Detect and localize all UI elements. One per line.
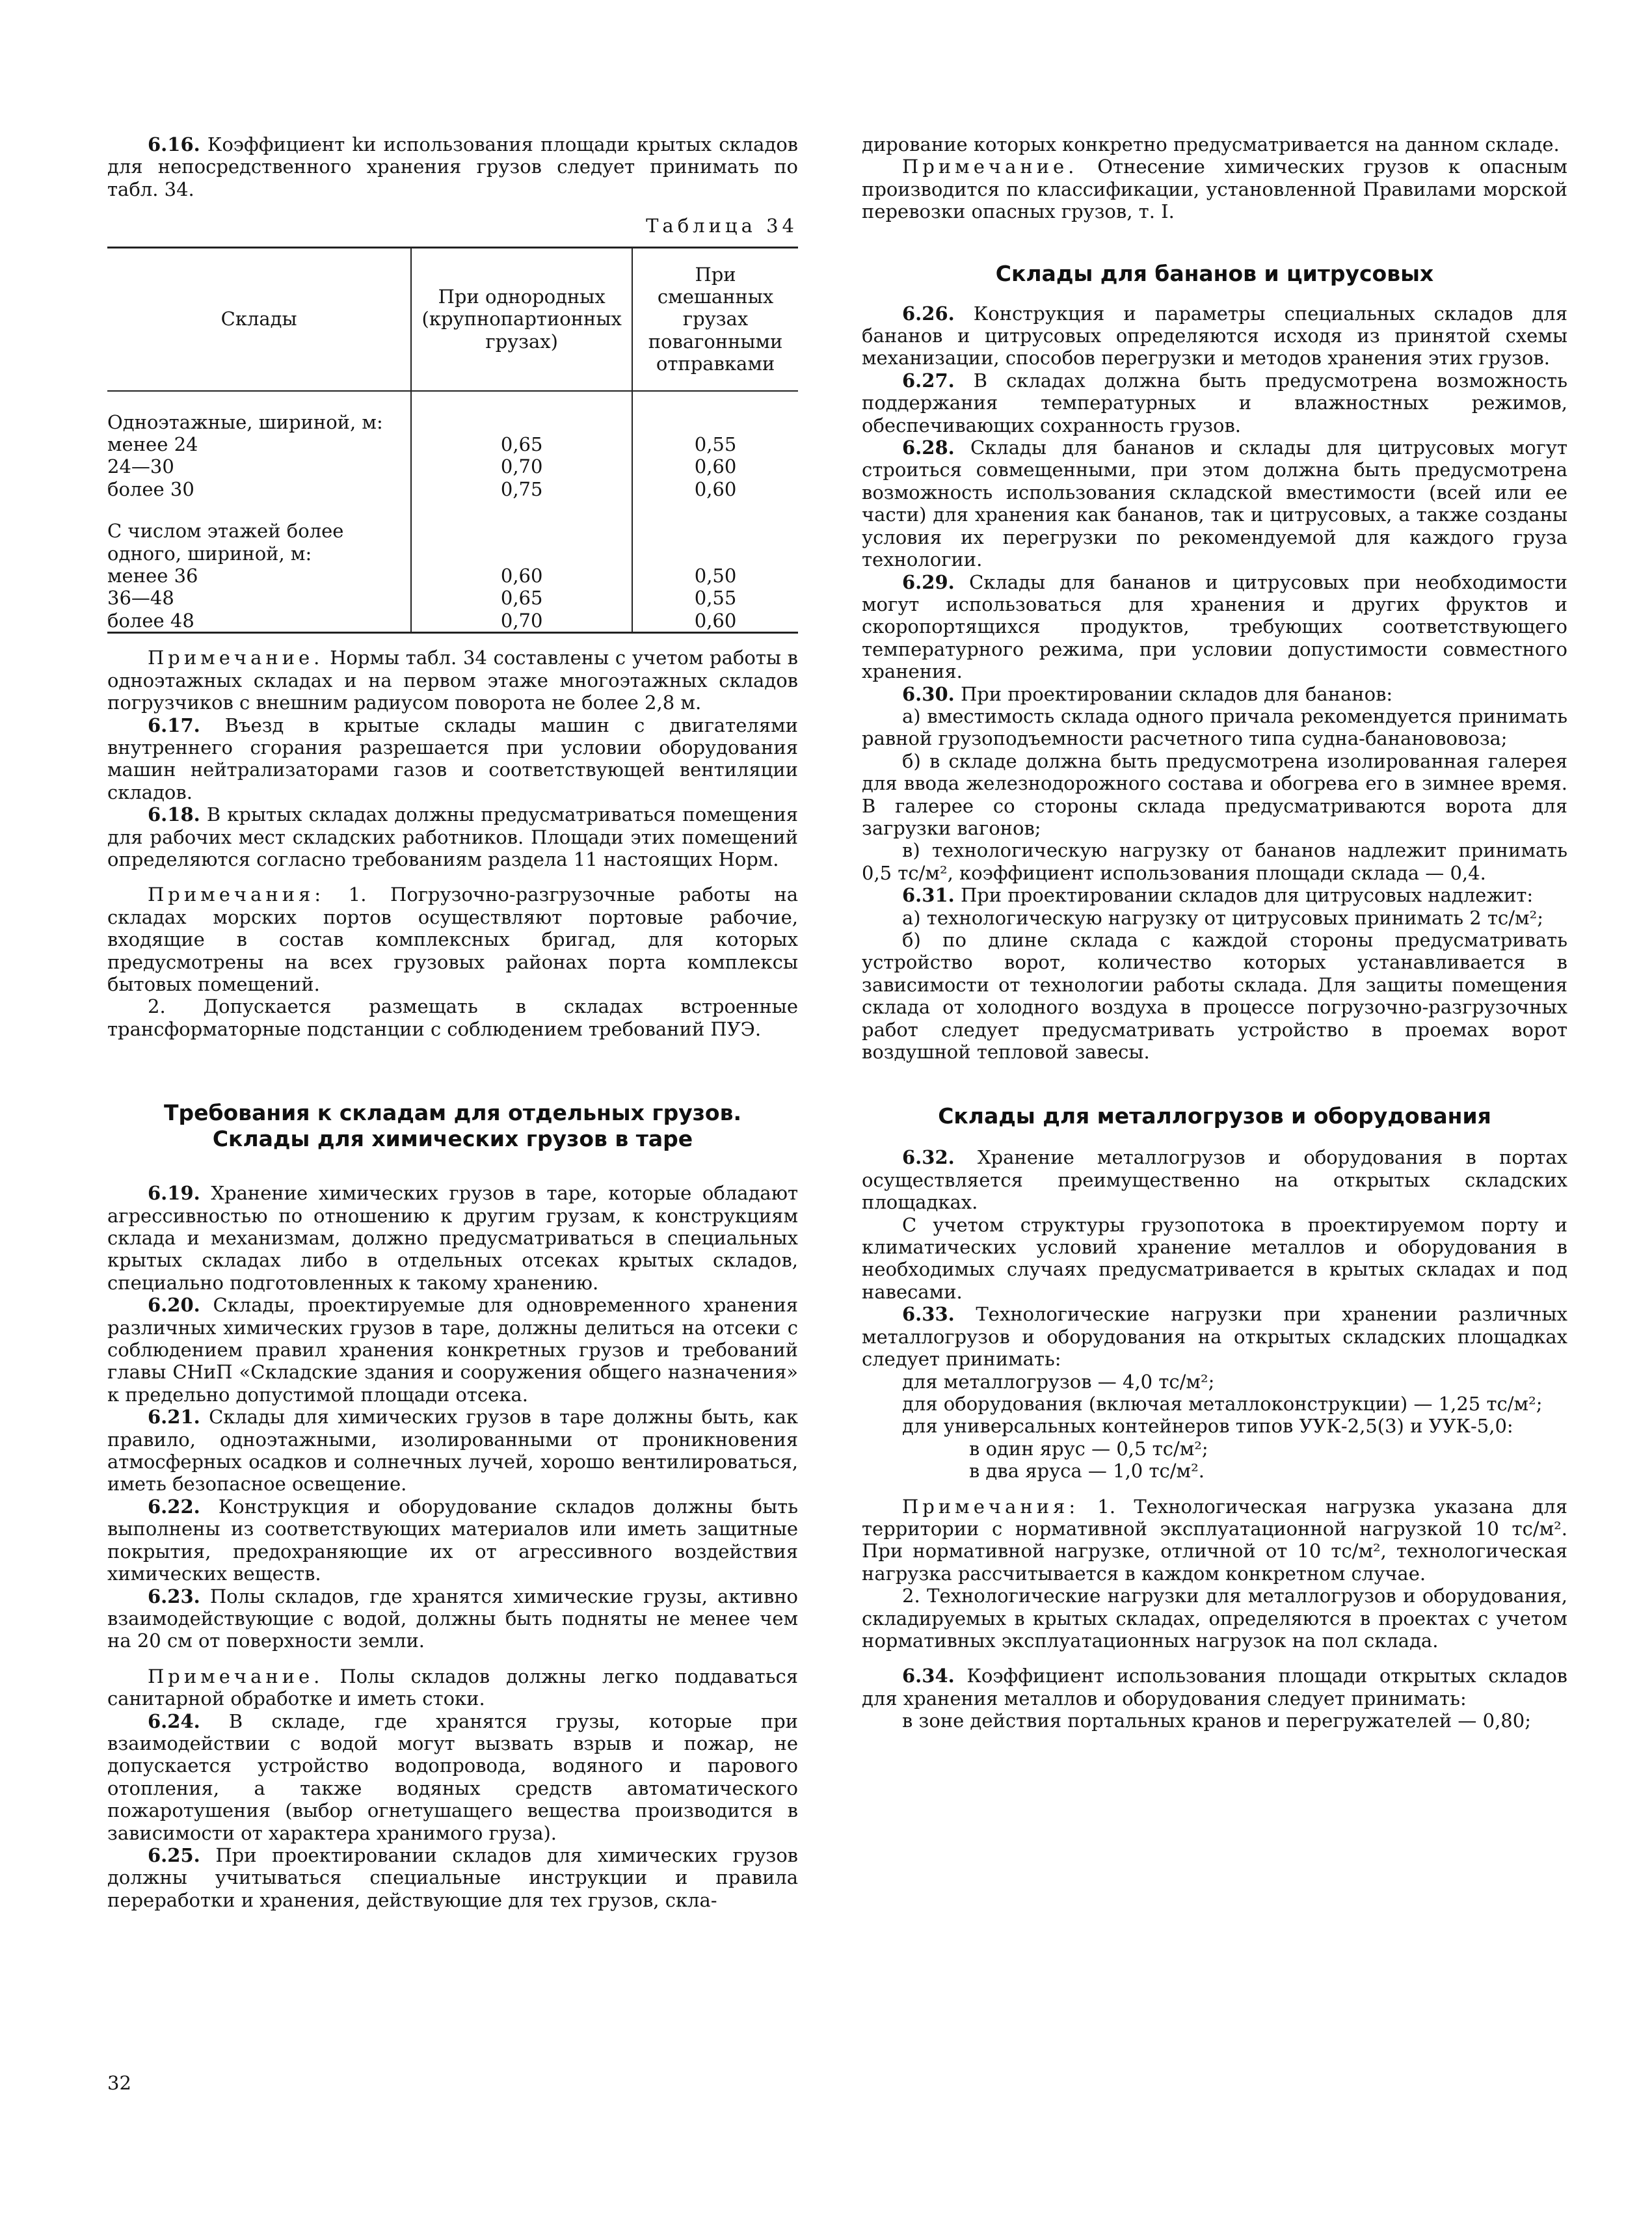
paragraph-6-21 [107, 1406, 798, 1496]
note-text: 1. Технологическая нагрузка указана для территории с нормативной эксплуатационной нагрузкой 10 тс/м². При нормативной нагрузке, отличной от 10 тс/м², технологическая нагрузка рассчитывается в каждом конкретном случае. [862, 1495, 1567, 1585]
clause-number: 6.18. [148, 803, 200, 826]
paragraph-6-22 [107, 1496, 798, 1585]
clause-text: Хранение металлогрузов и оборудования в портах осуществляется преимущественно на открытых складских площадках. [862, 1146, 1567, 1214]
note-text: Отнесение химических грузов к опасным производится по классификации, установленной Правилами морской перевозки опасных грузов, т. I. [862, 155, 1567, 223]
paragraph-continuation: дирование которых конкретно предусматривается на данном складе. [862, 133, 1560, 155]
clause-text: В складе, где хранятся грузы, которые при взаимодействии с водой могут вызвать взрыв и пожар, не допускается устройство водопровода, водяного и парового отопления, а также водяных средств автоматического пожаротушения (выбор огнетушащего вещества производится в зависимости от характера хранимого груза). [107, 1710, 798, 1844]
clause-text: В складах должна быть предусмотрена возможность поддержания температурных и влажностных режимов, обеспечивающих сохранность грузов. [862, 369, 1567, 436]
clause-number: 6.21. [148, 1406, 200, 1429]
clause-text: Технологические нагрузки при хранении различных металлогрузов и оборудования на открытых складских площадках следует принимать: [862, 1303, 1567, 1371]
table-row [107, 478, 798, 500]
clause-text: При проектировании складов для химических грузов должны учитываться специальные инструкции и правила переработки и хранения, действующие для тех грузов, скла- [107, 1844, 798, 1911]
paragraph-6-19 [107, 1182, 798, 1294]
table-caption: Таблица 34 [646, 215, 798, 237]
paragraph-6-34-a: в зоне действия портальных кранов и перегружателей — 0,80; [902, 1710, 1531, 1732]
table-header-warehouses: Склады [107, 247, 411, 391]
clause-text: Конструкция и параметры специальных складов для бананов и цитрусовых определяются исходя из принятой схемы механизации, способов перегрузки и методов хранения этих грузов. [862, 302, 1567, 369]
clause-number: 6.20. [148, 1294, 200, 1317]
table-34 [107, 247, 798, 634]
paragraph-6-33-c: для универсальных контейнеров типов УУК-2,5(3) и УУК-5,0: [902, 1415, 1513, 1438]
note-heading: Примечания: [902, 1495, 1080, 1518]
cell-value: 0,50 [694, 565, 737, 587]
row-label: более 48 [107, 609, 194, 632]
table-row-group1-label [107, 391, 798, 433]
cell-value: 0,60 [694, 455, 737, 478]
clause-number: 6.23. [148, 1585, 200, 1607]
clause-text: Полы складов, где хранятся химические грузы, активно взаимодействующие с водой, должны быть подняты не менее чем на 20 см от поверхности земли. [107, 1585, 798, 1652]
paragraph-6-32-b: С учетом структуры грузопотока в проектируемом порту и климатических условий хранение металлов и оборудования в необходимых случаях предусматривается в крытых складах и под навесами. [862, 1213, 1567, 1303]
cell-value: 0,65 [411, 587, 632, 609]
paragraph-6-31 [862, 884, 1567, 906]
heading-line: Требования к складам для отдельных грузов. [163, 1100, 742, 1126]
notes-6-33-1 [862, 1496, 1567, 1585]
clause-number: 6.27. [902, 369, 955, 392]
clause-text: При проектировании складов для цитрусовых надлежит: [954, 884, 1534, 907]
paragraph-6-25 [107, 1844, 798, 1911]
paragraph-6-33-d: в один ярус — 0,5 тс/м²; [969, 1437, 1208, 1460]
page-number: 32 [107, 2072, 131, 2094]
clause-text: Въезд в крытые склады машин с двигателями внутреннего сгорания разрешается при условии оборудования машин нейтрализаторами газов и соответствующей вентиляции складов. [107, 714, 798, 803]
row-label: 36—48 [107, 587, 174, 610]
clause-number: 6.34. [902, 1665, 955, 1687]
paragraph-6-31-a: а) технологическую нагрузку от цитрусовых принимать 2 тс/м²; [902, 906, 1543, 929]
note-heading: Примечание. [148, 647, 324, 669]
clause-text: Склады для бананов и цитрусовых при необходимости могут использоваться для хранения и других фруктов и скоропортящихся продуктов, требующих соответствующего температурного режима, при условии допустимости совместного хранения. [862, 570, 1567, 683]
table-row [107, 433, 798, 455]
cell-value: 0,70 [411, 610, 632, 633]
clause-text: Склады, проектируемые для одновременного хранения различных химических грузов в таре, должны делиться на отсеки с соблюдением правил хранения конкретных грузов и требований главы СНиП «Складские здания и сооружения общего назначения» к предельно допустимой площади отсека. [107, 1294, 798, 1406]
clause-number: 6.32. [902, 1146, 955, 1169]
section-heading-special-cargo [107, 1100, 798, 1152]
table-row [107, 610, 798, 633]
paragraph-6-30-b: б) в складе должна быть предусмотрена изолированная галерея для ввода железнодорожного состава и обогрева его в зимнее время. В галерее со стороны склада предусматриваются ворота для загрузки вагонов; [862, 749, 1567, 839]
clause-text: При проектировании складов для бананов: [954, 682, 1393, 705]
clause-number: 6.16. [148, 133, 200, 155]
table-header-mixed: При смешанных грузах повагонными отправками [632, 247, 798, 391]
note-6-23 [107, 1665, 798, 1710]
clause-text: В крытых складах должны предусматриваться помещения для рабочих мест складских работников. Площади этих помещений определяются согласно требованиям раздела 11 настоящих Норм. [107, 803, 798, 870]
note-text: Полы складов должны легко поддаваться санитарной обработке и иметь стоки. [107, 1665, 798, 1710]
note-text: 1. Погрузочно-разгрузочные работы на складах морских портов осуществляют портовые рабочие, входящие в состав комплексных бригад, для которых предусмотрены на всех грузовых районах порта комплексы бытовых помещений. [107, 883, 798, 995]
clause-number: 6.25. [148, 1844, 200, 1866]
paragraph-6-33-e: в два яруса — 1,0 тс/м². [969, 1460, 1205, 1483]
clause-number: 6.33. [902, 1303, 955, 1326]
notes-6-18-2: 2. Допускается размещать в складах встроенные трансформаторные подстанции с соблюдением требований ПУЭ. [107, 995, 798, 1040]
clause-number: 6.22. [148, 1495, 200, 1518]
paragraph-6-30 [862, 683, 1567, 705]
cell-value: 0,75 [411, 478, 632, 500]
paragraph-6-33-a: для металлогрузов — 4,0 тс/м²; [902, 1370, 1215, 1393]
paragraph-6-34 [862, 1665, 1567, 1710]
paragraph-6-30-c: в) технологическую нагрузку от бананов надлежит принимать 0,5 тс/м², коэффициент использования площади склада — 0,4. [862, 839, 1567, 884]
table-row [107, 565, 798, 587]
clause-number: 6.17. [148, 714, 200, 736]
row-label: 24—30 [107, 455, 174, 478]
clause-number: 6.29. [902, 570, 955, 593]
note-heading: Примечание. [148, 1665, 324, 1687]
paragraph-6-18 [107, 803, 798, 870]
clause-number: 6.19. [148, 1182, 200, 1205]
paragraph-6-33-b: для оборудования (включая металлоконструкции) — 1,25 тс/м²; [902, 1392, 1543, 1415]
paragraph-6-33 [862, 1303, 1567, 1370]
paragraph-6-23 [107, 1585, 798, 1652]
cell-value: 0,60 [694, 609, 737, 632]
group-label: С числом этажей более одного, шириной, м: [107, 520, 344, 565]
clause-number: 6.30. [902, 682, 955, 705]
clause-text: Склады для химических грузов в таре должны быть, как правило, одноэтажными, изолированными от проникновения атмосферных осадков и солнечных лучей, хорошо вентилироваться, иметь безопасное освещение. [107, 1406, 798, 1496]
clause-text: Хранение химических грузов в таре, которые обладают агрессивностью по отношению к другим грузам, к конструкциям склада и механизмам, должно предусматриваться в специальных крытых складах либо в отдельных отсеках крытых складов, специально подготовленных к такому хранению. [107, 1182, 798, 1294]
table-row [107, 587, 798, 609]
paragraph-6-16 [107, 133, 798, 200]
cell-value: 0,60 [694, 477, 737, 500]
cell-value: 0,60 [411, 565, 632, 587]
note-chemical [862, 155, 1567, 222]
clause-number: 6.26. [902, 302, 955, 325]
table-header-homogeneous: При однородных (крупнопартионных грузах) [411, 247, 632, 391]
paragraph-6-28 [862, 436, 1567, 570]
paragraph-6-24 [107, 1710, 798, 1844]
note-heading: Примечание. [902, 155, 1078, 178]
cell-value: 0,70 [411, 455, 632, 477]
clause-text: Коэффициент kи использования площади крытых складов для непосредственного хранения грузов следует принимать по табл. 34. [107, 133, 798, 200]
paragraph-6-27 [862, 369, 1567, 436]
paragraph-6-17 [107, 714, 798, 804]
notes-6-18-1 [107, 883, 798, 995]
note-table-34 [107, 647, 798, 714]
cell-value: 0,65 [411, 433, 632, 455]
paragraph-6-20 [107, 1294, 798, 1406]
clause-text: Коэффициент использования площади открытых складов для хранения металлов и оборудования следует принимать: [862, 1665, 1567, 1710]
clause-number: 6.31. [902, 884, 955, 907]
table-row-group2-label [107, 500, 798, 565]
clause-number: 6.28. [902, 436, 955, 459]
note-heading: Примечания: [148, 883, 325, 906]
cell-value: 0,55 [694, 587, 737, 610]
row-label: менее 36 [107, 565, 198, 587]
paragraph-6-29 [862, 571, 1567, 683]
row-label: более 30 [107, 477, 194, 500]
heading-line: Склады для химических грузов в таре [212, 1126, 693, 1152]
table-row [107, 455, 798, 477]
section-heading-bananas: Склады для бананов и цитрусовых [995, 260, 1434, 286]
group-label: Одноэтажные, шириной, м: [107, 410, 383, 433]
paragraph-6-30-a: а) вместимость склада одного причала рекомендуется принимать равной грузоподъемности расчетного типа судна-бананововоза; [862, 705, 1567, 750]
note-text: Нормы табл. 34 составлены с учетом работы в одноэтажных складах и на первом этаже многоэтажных складов погрузчиков с внешним радиусом поворота не более 2,8 м. [107, 647, 798, 714]
row-label: менее 24 [107, 433, 198, 456]
paragraph-6-31-b: б) по длине склада с каждой стороны предусматривать устройство ворот, количество которых устанавливается в зависимости от технологии работы склада. Для защиты помещения склада от холодного воздуха в процессе погрузочно-разгрузочных работ следует предусматривать устройство в проемах ворот воздушной тепловой завесы. [862, 929, 1567, 1064]
right-column [862, 133, 1567, 1732]
notes-6-33-2: 2. Технологические нагрузки для металлогрузов и оборудования, складируемых в крытых складах, определяются в проектах с учетом нормативных эксплуатационных нагрузок на пол склада. [862, 1585, 1567, 1652]
cell-value: 0,55 [694, 433, 737, 456]
clause-text: Склады для бананов и склады для цитрусовых могут строиться совмещенными, при этом должна быть предусмотрена возможность использования складской вместимости (всей или ее части) для хранения как бананов, так и цитрусовых, а также созданы условия их перегрузки по рекомендуемой для каждого груза технологии. [862, 436, 1567, 571]
section-heading-metal: Склады для металлогрузов и оборудования [938, 1103, 1491, 1129]
paragraph-6-32 [862, 1146, 1567, 1213]
clause-text: Конструкция и оборудование складов должны быть выполнены из соответствующих материалов или иметь защитные покрытия, предохраняющие их от агрессивного воздействия химических веществ. [107, 1495, 798, 1585]
left-column [107, 133, 798, 1911]
clause-number: 6.24. [148, 1710, 200, 1732]
paragraph-6-26 [862, 302, 1567, 369]
